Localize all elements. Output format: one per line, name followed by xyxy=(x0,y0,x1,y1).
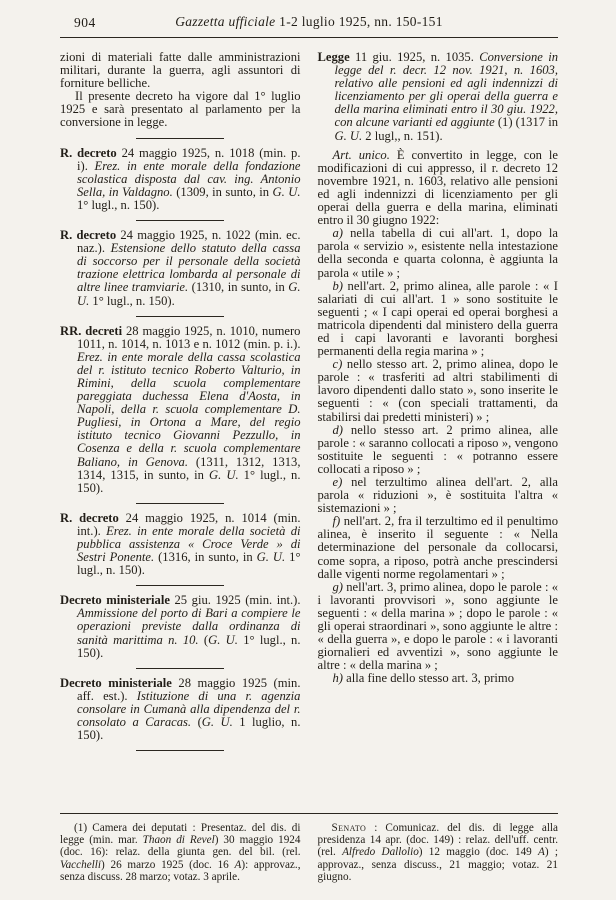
footnote-right xyxy=(318,822,559,886)
text-segment: A xyxy=(538,846,545,859)
paragraph xyxy=(318,476,559,515)
text-segment: 2 lugl,, n. 151). xyxy=(362,128,443,143)
text-segment: zioni di materiali fatte dalle amministrazioni militari, durante la guerra, agli assuntori di forniture belliche. xyxy=(60,51,301,91)
gazette-entry xyxy=(60,325,301,495)
paragraph xyxy=(318,515,559,580)
text-segment: nell'art. 3, primo alinea, dopo le parole : « i lavoranti provvisori », sono aggiunte le seguenti : « della marina » ; dopo le parole : « gli operai straordinari », sono aggiunte le altre : « della guerra », e dopo le parole : « i lavoranti giornalieri ed avventizi », sono aggiunte le altre : « della marina » ; xyxy=(317,579,558,673)
text-segment: g) xyxy=(332,579,343,594)
right-column xyxy=(318,51,559,807)
gazette-entry xyxy=(60,677,301,742)
paragraph xyxy=(60,51,301,90)
text-segment: Legge xyxy=(317,51,350,64)
text-segment: Decreto ministeriale xyxy=(60,675,172,690)
text-segment: G. U. xyxy=(201,715,233,730)
text-segment: nella tabella di cui all'art. 1, dopo la parola « servizio », esistente nella intestazione della seconda e quarta colonna, è aggiunta la parola « utile » ; xyxy=(317,226,558,280)
text-segment: nello stesso art. 2, primo alinea, dopo le parole : « trasferiti ad altri stabilimenti di lavoro dipendenti dallo stato », sono inserite le seguenti : « (con speciali trattamenti, da stabilirsi dai predetti ministeri) » ; xyxy=(317,357,558,424)
separator-rule xyxy=(136,668,224,669)
text-segment: Estensione dello statuto della cassa di soccorso per il personale della società trazione elettrica lombarda al personale di altre linee tramviarie. xyxy=(77,241,301,295)
text-segment: e) xyxy=(332,475,343,489)
text-segment: Thaon di Revel xyxy=(142,834,215,847)
gazette-entry xyxy=(60,229,301,308)
text-segment: Vacchelli xyxy=(60,858,102,871)
text-segment: 1° lugl., n. 150). xyxy=(77,632,301,660)
text-segment: alla fine dello stesso art. 3, primo xyxy=(343,671,515,686)
paragraph xyxy=(318,424,559,476)
text-segment: Erez. in ente morale della cassa scolastica del r. istituto tecnico Roberto Valturio, in Rimini, della scuola complementare pareggiata duchessa Elena d'Aosta, in Napoli, della r. scuola complementare D. Pugliesi, in Ortona a Mare, del regio istituto tecnico Giovanni Pezzullo, in Cosenza e della r. scuola complementare Baliano, in Genova. xyxy=(77,349,301,469)
text-segment: Erez. in ente morale della fondazione scolastica disposta dal cav. ing. Antonio Sella, in Valdagno. xyxy=(77,158,301,199)
text-segment: nell'art. 2, fra il terzultimo ed il penultimo alinea, è inserito il seguente : « Nella determinazione del personale da collocarsi, come sopra, a riposo, potrà anche prescindersi dalle vigenti norme regolamentari » ; xyxy=(317,514,558,581)
text-segment: Decreto ministeriale xyxy=(60,593,170,608)
text-segment: (1309, in sunto, in xyxy=(172,184,273,199)
header-title xyxy=(60,14,558,30)
text-segment: nel terzultimo alinea dell'art. 2, alla parola « riduzioni », è sostituita l'altra « sistemazioni » ; xyxy=(317,475,558,516)
text-segment: b) xyxy=(332,278,343,293)
text-segment: h) xyxy=(332,671,343,686)
text-segment: (1316, in sunto, in xyxy=(154,550,257,565)
separator-rule xyxy=(136,220,224,221)
text-segment: È convertito in legge, con le modificazioni di cui appresso, il r. decreto 12 novembre 1921, n. 1603, relativo alle pensioni ed agli indennizzi di licenziamento per gli operai della guerra e della marina, eliminati entro il 30 giugno 1922: xyxy=(317,147,558,228)
separator-rule xyxy=(136,750,224,751)
text-segment: 25 giu. 1925 (min. int.). xyxy=(169,593,301,608)
text-segment: Erez. in ente morale della società di pubblica assistenza « Croce Verde » di Sestri Ponente. xyxy=(77,523,301,565)
gazette-entry xyxy=(60,512,301,577)
page-header xyxy=(60,14,558,34)
gazette-entry xyxy=(60,594,301,659)
text-segment: Art. unico. xyxy=(332,147,390,162)
header-title-journal-name: Gazzetta ufficiale xyxy=(175,14,276,29)
header-rule xyxy=(60,37,558,38)
text-segment: 24 maggio 1925, n. 1018 (min. p. i). xyxy=(77,145,301,173)
separator-rule xyxy=(136,585,224,586)
text-segment: nello stesso art. 2 primo alinea, alle parole : « saranno collocati a riposo », vengono sostituite le seguenti : « potranno essere collocati a riposo » ; xyxy=(317,422,558,476)
paragraph xyxy=(318,149,559,228)
text-segment: f) xyxy=(332,514,341,529)
paragraph xyxy=(318,227,559,279)
text-segment: Senato xyxy=(331,822,367,834)
footnote-rule xyxy=(60,813,558,814)
text-segment: G. U. xyxy=(208,632,238,647)
text-segment: (1311, 1312, 1313, 1314, 1315, in sunto, in xyxy=(77,454,301,482)
footnote-left xyxy=(60,822,301,886)
text-segment: 28 maggio 1925 (min. aff. est.). xyxy=(77,675,301,703)
text-segment: ( xyxy=(191,715,202,730)
text-segment: Istituzione di una r. agenzia consolare in Cumanà alla dipendenza del r. consolato a Caracas. xyxy=(77,688,301,730)
text-segment: 1° lugl., n. 150). xyxy=(77,467,301,495)
text-segment: ( xyxy=(198,632,209,647)
text-segment: : Comunicaz. del dis. di legge alla presidenza 14 apr. (doc. 149) : relaz. dell'uff. centr. (rel. xyxy=(317,822,558,859)
text-segment: (1310, in sunto, in xyxy=(188,280,289,295)
separator-rule xyxy=(136,503,224,504)
text-segment: c) xyxy=(332,357,343,372)
text-segment: 11 giu. 1925, n. 1035. xyxy=(349,51,480,64)
text-segment: 1° lugl., n. 150). xyxy=(77,550,301,578)
text-segment: (1) (1317 in xyxy=(494,115,558,130)
text-segment: 24 maggio 1925, n. 1014 (min. int.). xyxy=(77,510,301,538)
text-segment: (1) Camera dei deputati : Presentaz. del dis. di legge (min. mar. xyxy=(60,822,301,847)
text-segment: G. U. xyxy=(77,280,301,308)
paragraph xyxy=(60,90,301,129)
text-segment: Alfredo Dallolio xyxy=(342,846,419,859)
text-columns xyxy=(60,51,558,807)
text-segment: ) 30 maggio 1924 (doc. 16): relaz. della giunta gen. del bil. (rel. xyxy=(60,834,301,859)
text-segment: ) ; approvaz., senza discuss., 21 maggio; votaz. 21 giugno. xyxy=(317,846,558,883)
text-segment: G. U. xyxy=(209,467,239,482)
paragraph xyxy=(318,672,559,685)
gazette-entry xyxy=(60,147,301,212)
text-segment: R. decreto xyxy=(60,228,117,243)
text-segment: 24 maggio 1925, n. 1022 (min. ec. naz.). xyxy=(77,228,301,256)
paragraph xyxy=(318,358,559,423)
text-segment: ) 26 marzo 1925 (doc. 16 xyxy=(101,858,235,871)
gazette-entry xyxy=(318,51,559,143)
text-segment: 1 luglio, n. 150). xyxy=(77,715,301,743)
text-segment: 1° lugl., n. 150). xyxy=(89,293,175,308)
text-segment: nell'art. 2, primo alinea, alle parole : « I salariati di cui all'art. 1 » sono sostituite le seguenti ; « I capi operai ed operai borghesi a matricola dipendenti dal ministero della guerra ed i capi lavoranti e lavoranti borghesi permanenti della regia marina » ; xyxy=(317,278,558,359)
text-segment: R. decreto xyxy=(60,510,119,525)
text-segment: G. U. xyxy=(256,550,286,565)
text-segment: RR. decreti xyxy=(60,323,123,338)
text-segment: ): approvaz., senza discuss. 28 marzo; votaz. 3 aprile. xyxy=(60,858,301,883)
text-segment: G. U. xyxy=(334,128,363,143)
text-segment: 1° lugl., n. 150). xyxy=(77,197,160,212)
paragraph xyxy=(318,581,559,673)
header-title-issue-info: 1-2 luglio 1925, nn. 150-151 xyxy=(275,14,443,29)
text-segment: Il presente decreto ha vigore dal 1° luglio 1925 e sarà presentato al parlamento per la conversione in legge. xyxy=(60,89,301,130)
left-column xyxy=(60,51,301,807)
text-segment: 28 maggio 1925, n. 1010, numero 1011, n. 1014, n. 1013 e n. 1012 (min. p. i.). xyxy=(77,323,301,351)
page-number: 904 xyxy=(74,15,96,30)
text-segment: G. U. xyxy=(272,184,301,199)
text-segment: Conversione in legge del r. decr. 12 nov. 1921, n. 1603, relativo alle pensioni ed agli indennizzi di licenziamento per gli operai della guerra e della marina eliminati entro il 30 giu. 1922, con alcune varianti ed aggiunte xyxy=(334,51,558,130)
paragraph xyxy=(318,280,559,359)
footnotes xyxy=(60,822,558,886)
separator-rule xyxy=(136,138,224,139)
text-segment: d) xyxy=(332,422,343,437)
text-segment: ) 12 maggio (doc. 149 xyxy=(418,846,539,859)
text-segment: A xyxy=(234,858,242,871)
text-segment: a) xyxy=(332,226,343,241)
separator-rule xyxy=(136,316,224,317)
text-segment: Ammissione del porto di Bari a compiere le operazioni previste dalla ordinanza di sanità marittima n. 10. xyxy=(77,606,301,647)
text-segment: R. decreto xyxy=(60,145,117,160)
